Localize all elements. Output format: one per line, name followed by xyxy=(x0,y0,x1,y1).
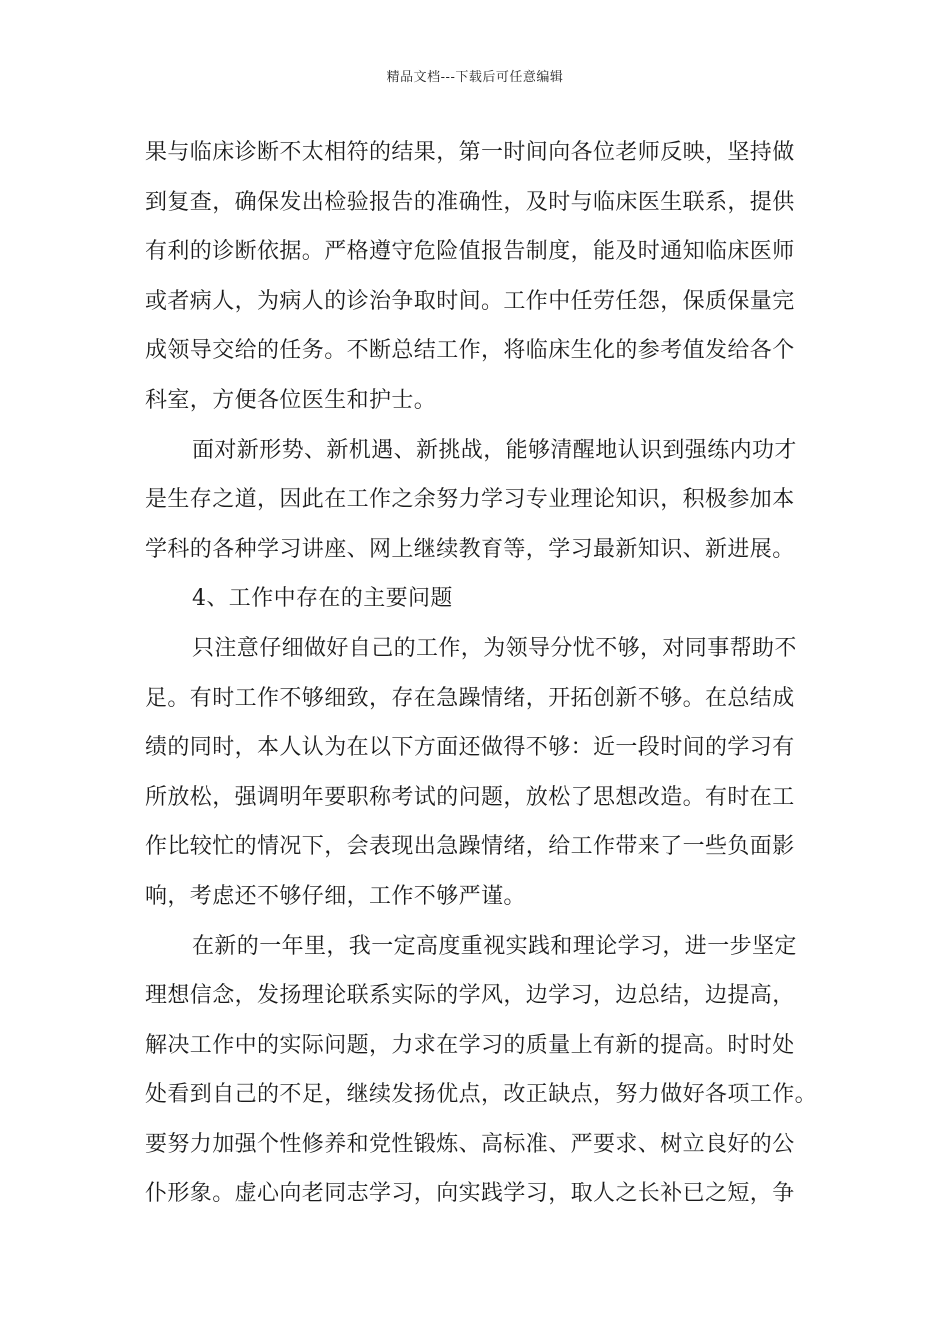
text-line: 果与临床诊断不太相符的结果，第一时间向各位老师反映，坚持做 xyxy=(145,140,795,165)
text-line: 处看到自己的不足，继续发扬优点，改正缺点，努力做好各项工作。 xyxy=(145,1082,818,1108)
text-line: 作比较忙的情况下，会表现出急躁情绪，给工作带来了一些负面影 xyxy=(145,834,795,860)
text-line: 有利的诊断依据。严格遵守危险值报告制度，能及时通知临床医师 xyxy=(145,239,795,265)
text-line: 要努力加强个性修养和党性锻炼、高标准、严要求、树立良好的公 xyxy=(145,1131,795,1157)
text-line: 在新的一年里，我一定高度重视实践和理论学习，进一步坚定 xyxy=(192,933,797,959)
text-line: 成领导交给的任务。不断总结工作，将临床生化的参考值发给各个 xyxy=(145,338,795,364)
text-line: 是生存之道，因此在工作之余努力学习专业理论知识，积极参加本 xyxy=(145,487,795,513)
text-line: 面对新形势、新机遇、新挑战，能够清醒地认识到强练内功才 xyxy=(192,437,797,463)
page-header: 精品文档---下载后可任意编辑 xyxy=(386,70,564,85)
text-line: 只注意仔细做好自己的工作，为领导分忧不够，对同事帮助不 xyxy=(192,635,797,661)
text-line: 或者病人，为病人的诊治争取时间。工作中任劳任怨，保质保量完 xyxy=(145,288,795,314)
text-line: 学科的各种学习讲座、网上继续教育等，学习最新知识、新进展。 xyxy=(145,536,795,562)
text-line: 足。有时工作不够细致，存在急躁情绪，开拓创新不够。在总结成 xyxy=(145,685,795,711)
text-line: 绩的同时，本人认为在以下方面还做得不够：近一段时间的学习有 xyxy=(145,735,795,761)
text-line: 所放松，强调明年要职称考试的问题，放松了思想改造。有时在工 xyxy=(145,784,795,810)
text-line: 响，考虑还不够仔细，工作不够严谨。 xyxy=(145,883,526,909)
text-line: 解决工作中的实际问题，力求在学习的质量上有新的提高。时时处 xyxy=(145,1032,795,1058)
text-line: 科室，方便各位医生和护士。 xyxy=(145,387,437,413)
text-line: 理想信念，发扬理论联系实际的学风，边学习，边总结，边提高， xyxy=(145,983,795,1009)
body-text xyxy=(145,128,825,1219)
text-line: 仆形象。虚心向老同志学习，向实践学习，取人之长补已之短，争 xyxy=(145,1181,795,1207)
section-heading: 4、工作中存在的主要问题 xyxy=(192,586,453,612)
text-line: 到复查，确保发出检验报告的准确性，及时与临床医生联系，提供 xyxy=(145,189,795,215)
